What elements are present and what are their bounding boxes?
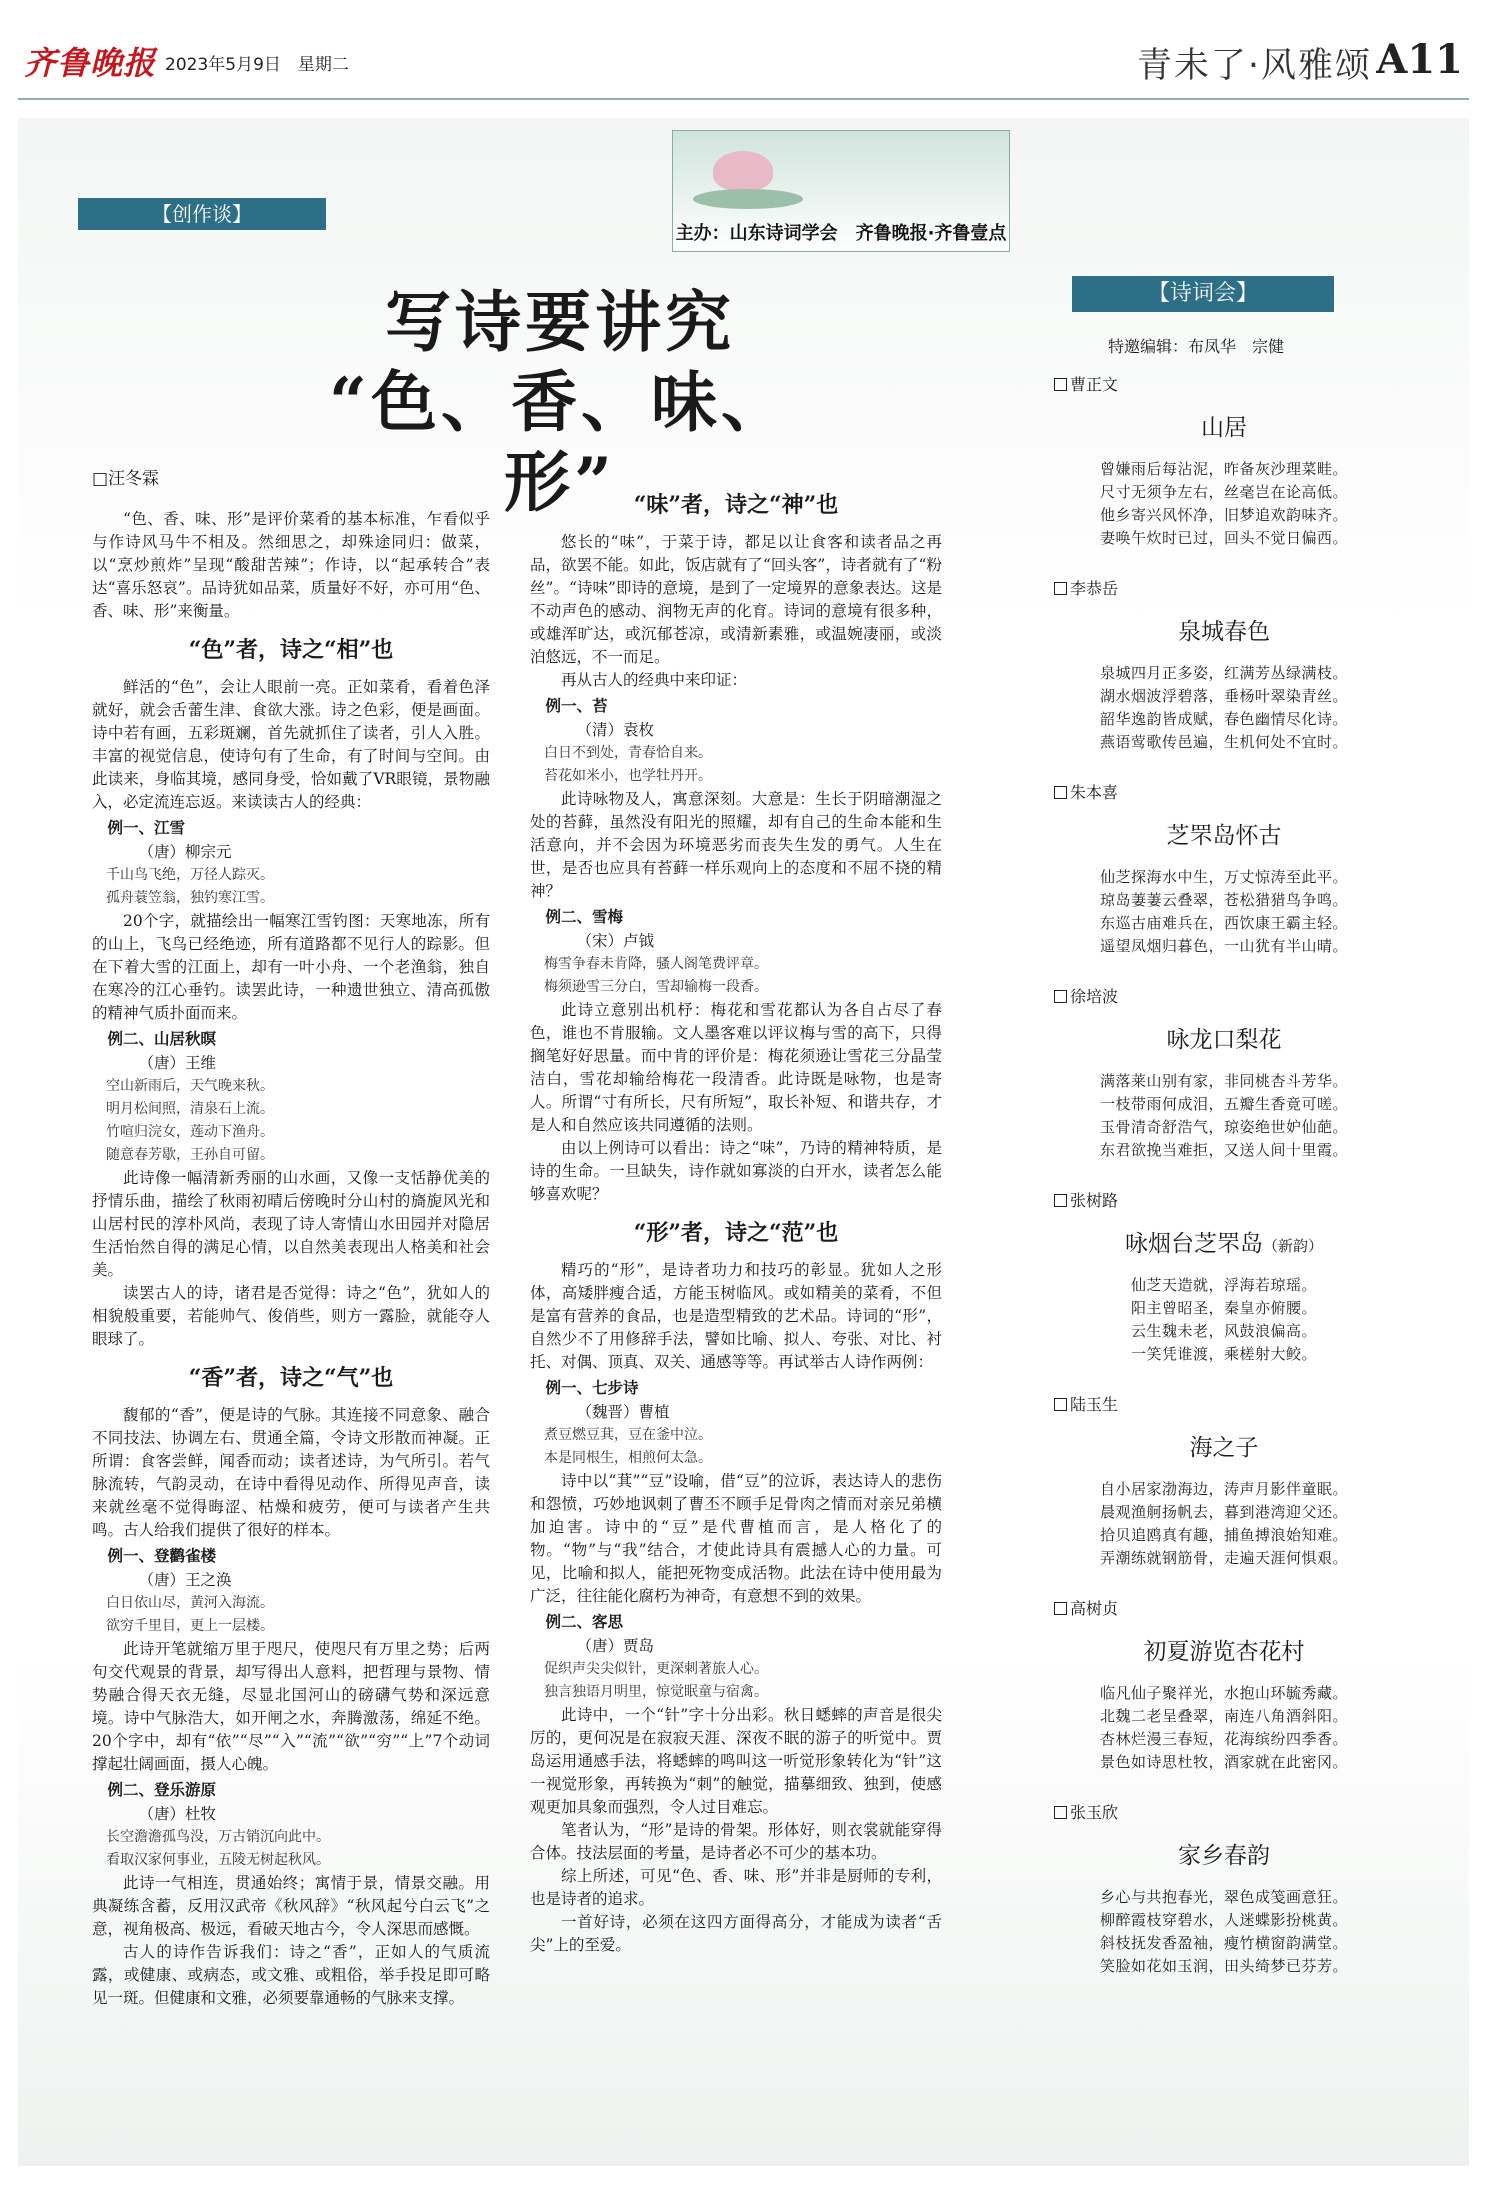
verse-line: 长空澹澹孤鸟没，万古销沉向此中。	[106, 1829, 330, 1845]
poem-author	[1054, 1188, 1394, 1211]
paragraph: 诗中以“萁”“豆”设喻，借“豆”的泣诉，表达诗人的悲伤和怨愤，巧妙地讽刺了曹丕不顾手足骨肉之情而对亲兄弟横加迫害。诗中的“豆”是代曹植而言，是人格化了的物。“物”与“我”结合，才使此诗具有震撼人心的力量。可见，比喻和拟人，能把死物变成活物。此法在诗中使用最为广泛，往往能化腐朽为神奇，有意想不到的效果。	[530, 1472, 942, 1605]
poem	[1054, 1800, 1394, 1978]
example-title: 例二、客思	[545, 1612, 624, 1631]
paragraph: 综上所述，可见“色、香、味、形”并非是厨师的专利，也是诗者的追求。	[530, 1867, 942, 1908]
headline-line2: “色、香、味、形”	[329, 363, 791, 521]
verse-line: 明月松间照，清泉石上流。	[106, 1101, 274, 1117]
square-bullet-icon	[1054, 582, 1067, 595]
poem-line: 笑脸如花如玉润，田头绮梦已芬芳。	[1099, 1957, 1348, 1975]
verse-line: 梅须逊雪三分白，雪却输梅一段香。	[544, 979, 768, 995]
article-column-1	[92, 508, 490, 2010]
poem-author-name: 徐培波	[1070, 987, 1119, 1006]
poem-line: 杏林烂漫三春短，花海缤纷四季香。	[1099, 1730, 1348, 1748]
poem-line: 湖水烟波浮碧落，垂杨叶翠染青丝。	[1099, 687, 1348, 705]
poem-title	[1054, 1225, 1394, 1258]
banner-host: 主办：山东诗词学会 齐鲁晚报·齐鲁壹点	[675, 223, 1007, 244]
poem-title-note: （新韵）	[1262, 1237, 1323, 1255]
poem-author	[1054, 1392, 1394, 1415]
poem-line: 韶华逸韵皆成赋，春色幽情尽化诗。	[1099, 710, 1348, 728]
example-title: 例二、雪梅	[545, 907, 624, 926]
poem-title: 山居	[1201, 415, 1247, 441]
poem-title: 咏龙口梨花	[1166, 1027, 1282, 1053]
poem-line: 阳主曾昭圣，秦皇亦俯腰。	[1130, 1299, 1317, 1317]
paragraph: 此诗开笔就缩万里于咫尺，使咫尺有万里之势；后两句交代观景的背景，却写得出人意料，把哲理与景物、情势融合得天衣无缝，尽显北国河山的磅礴气势和深远意境。诗中气脉浩大，如开闸之水，奔腾激荡，绵延不绝。20个字中，却有“依”“尽”“入”“流”“欲”“穷”“上”7个动词撑起壮阔画面，摄人心魄。	[92, 1640, 490, 1773]
example-poet: （宋）卢钺	[576, 932, 655, 950]
poem-line: 自小居家渤海边，涛声月影伴童眠。	[1099, 1480, 1348, 1498]
poem-author-name: 朱本喜	[1070, 783, 1119, 802]
paragraph: 悠长的“味”，于菜于诗，都足以让食客和读者品之再品，欲罢不能。如此，饭店就有了“回头客”，诗者就有了“粉丝”。“诗味”即诗的意境，是到了一定境界的意象表达。这是不动声色的感动、润物无声的化育。诗词的意境有很多种，或雄浑旷达，或沉郁苍凉，或清新素雅，或温婉凄丽，或淡泊悠远，不一而足。	[530, 533, 942, 666]
verse-line: 白日不到处，青春恰自来。	[544, 745, 712, 761]
poem-title: 泉城春色	[1178, 619, 1270, 645]
poem-line: 尺寸无须争左右，丝毫岂在论高低。	[1099, 483, 1348, 501]
page-number: A11	[1376, 36, 1463, 83]
lotus-illustration	[713, 151, 773, 191]
poem-line: 晨观渔舸扬帆去，暮到港湾迎父还。	[1099, 1503, 1348, 1521]
column-tag-right: 【诗词会】	[1072, 276, 1334, 312]
square-bullet-icon	[1054, 1194, 1067, 1207]
article-author: □汪冬霖	[92, 469, 160, 489]
example-poet: （唐）王维	[138, 1054, 217, 1072]
poem-line: 遥望凤烟归暮色，一山犹有半山晴。	[1099, 937, 1348, 955]
example-title: 例二、山居秋暝	[107, 1029, 217, 1048]
poem-line: 云生魏未老，风鼓浪偏高。	[1130, 1322, 1317, 1340]
verse-line: 本是同根生，相煎何太急。	[544, 1450, 712, 1466]
poem-author-name: 陆玉生	[1070, 1395, 1119, 1414]
verse-line: 促织声尖尖似针，更深刺著旅人心。	[544, 1661, 768, 1677]
section-heading: “色”者，诗之“相”也	[188, 637, 394, 663]
poem-title: 家乡春韵	[1178, 1843, 1270, 1869]
poem-line: 拾贝追鸥真有趣，捕鱼搏浪始知难。	[1099, 1526, 1348, 1544]
poem-line: 曾嫌雨后每沾泥，昨备灰沙理菜畦。	[1099, 460, 1348, 478]
poem-line: 琼岛萋萋云叠翠，苍松猎猎鸟争鸣。	[1099, 891, 1348, 909]
paragraph: 古人的诗作告诉我们：诗之“香”，正如人的气质流露，或健康、或病态，或文雅、或粗俗，举手投足即可略见一斑。但健康和文雅，必须要靠通畅的气脉来支撑。	[92, 1943, 490, 2007]
poem	[1054, 576, 1394, 754]
verse-line: 梅雪争春未肯降，骚人阁笔费评章。	[544, 956, 768, 972]
poem-line: 泉城四月正多姿，红满芳丛绿满枝。	[1099, 664, 1348, 682]
newspaper-logo: 齐鲁晚报	[24, 44, 157, 82]
section-title: 青未了·风雅颂	[1136, 46, 1372, 86]
square-bullet-icon	[1054, 1806, 1067, 1819]
poem-line: 东巡古庙难兵在，西饮康王霸主轻。	[1099, 914, 1348, 932]
poem-list	[1054, 372, 1394, 2004]
lotus-leaf-illustration	[693, 189, 803, 209]
poem	[1054, 984, 1394, 1162]
poem-line: 临凡仙子聚祥光，水抱山环毓秀藏。	[1099, 1684, 1348, 1702]
masthead-rule	[18, 98, 1469, 100]
column-tag-left: 【创作谈】	[78, 198, 326, 230]
poem	[1054, 372, 1394, 550]
poem-line: 玉骨清奇舒浩气，琼姿绝世妒仙葩。	[1099, 1118, 1348, 1136]
poem-author	[1054, 576, 1394, 599]
example-title: 例一、七步诗	[545, 1378, 639, 1397]
verse-line: 空山新雨后，天气晚来秋。	[106, 1078, 274, 1094]
poem-author	[1054, 1596, 1394, 1619]
poem	[1054, 1596, 1394, 1774]
issue-date: 2023年5月9日 星期二	[165, 55, 349, 75]
square-bullet-icon	[1054, 1398, 1067, 1411]
masthead	[0, 0, 1487, 100]
poem-line: 仙芝天造就，浮海若琼瑶。	[1130, 1276, 1317, 1294]
poem-line: 弄潮练就钢筋骨，走遍天涯何惧艰。	[1099, 1549, 1348, 1567]
poem-line: 斜枝抚发香盈袖，瘦竹横窗韵满堂。	[1099, 1934, 1348, 1952]
intro-paragraph: “色、香、味、形”是评价菜肴的基本标准，乍看似乎与作诗风马牛不相及。然细思之，却殊途同归：做菜，以“烹炒煎炸”呈现“酸甜苦辣”；作诗，以“起承转合”表达“喜乐怒哀”。品诗犹如品菜，质量好不好，亦可用“色、香、味、形”来衡量。	[92, 510, 490, 620]
example-title: 例一、江雪	[107, 818, 186, 837]
paragraph: 馥郁的“香”，便是诗的气脉。其连接不同意象、融合不同技法、协调左右、贯通全篇，令诗文形散而神凝。正所谓：食客尝鲜，闻香而动；读者述诗，为气所引。若气脉流转，气韵灵动，在诗中看得见动作、所得见声音，读来就丝毫不觉得晦涩、枯燥和疲劳，便可与读者产生共鸣。古人给我们提供了很好的样本。	[92, 1406, 490, 1539]
square-bullet-icon	[1054, 378, 1067, 391]
poem-line: 满落莱山别有家，非同桃杏斗芳华。	[1099, 1072, 1348, 1090]
verse-line: 看取汉家何事业，五陵无树起秋风。	[106, 1852, 330, 1868]
poem-line: 他乡寄兴风怀净，旧梦追欢韵味齐。	[1099, 506, 1348, 524]
poem-author-name: 李恭岳	[1070, 579, 1119, 598]
example-title: 例二、登乐游原	[107, 1780, 217, 1799]
poem-line: 东君欲挽当难拒，又送人间十里霞。	[1099, 1141, 1348, 1159]
paragraph: 再从古人的经典中来印证：	[561, 671, 748, 689]
poem-line: 仙芝探海水中生，万丈惊涛至此平。	[1099, 868, 1348, 886]
paragraph: 此诗中，一个“针”字十分出彩。秋日蟋蟀的声音是很尖厉的，更何况是在寂寂天涯、深夜不眠的游子的听觉中。贾岛运用通感手法，将蟋蟀的鸣叫这一听觉形象转化为“针”这一视觉形象，再转换为“刺”的触觉，描摹细致、独到，使感观更加具象而强烈，令人过目难忘。	[530, 1706, 942, 1816]
verse-line: 独言独语月明里，惊觉眠童与宿禽。	[544, 1684, 768, 1700]
verse-line: 欲穷千里目，更上一层楼。	[106, 1618, 274, 1634]
poem-line: 妻唤午炊时已过，回头不觉日偏西。	[1099, 529, 1348, 547]
square-bullet-icon	[1054, 1602, 1067, 1615]
poem-line: 北魏二老呈叠翠，南连八角酒斜阳。	[1099, 1707, 1348, 1725]
square-bullet-icon	[1054, 786, 1067, 799]
paragraph: 读罢古人的诗，诸君是否觉得：诗之“色”，犹如人的相貌般重要，若能帅气、俊俏些，则方一露脸，就能夺人眼球了。	[92, 1284, 490, 1348]
example-poet: （唐）贾岛	[576, 1637, 655, 1655]
poem-author	[1054, 1800, 1394, 1823]
poem-author-name: 张玉欣	[1070, 1803, 1119, 1822]
guest-editor: 特邀编辑：布凤华 宗健	[1108, 337, 1285, 356]
paragraph: 此诗立意别出机杼：梅花和雪花都认为各自占尽了春色，谁也不肯服输。文人墨客难以评议梅与雪的高下，只得搁笔好好思量。而中肯的评价是：梅花须逊让雪花三分晶莹洁白，雪花却输给梅花一段清香。此诗既是咏物，也是寄人。所谓“寸有所长，尺有所短”，取长补短、和谐共存，才是人和自然应该共同遵循的法则。	[530, 1001, 942, 1134]
poem-title: 初夏游览杏花村	[1143, 1639, 1305, 1665]
example-poet: （唐）柳宗元	[138, 843, 232, 861]
example-title: 例一、登鹳雀楼	[107, 1546, 217, 1565]
example-poet: （唐）杜牧	[138, 1805, 217, 1823]
paragraph: 20个字，就描绘出一幅寒江雪钓图：天寒地冻，所有的山上，飞鸟已经绝迹，所有道路都不见行人的踪影。但在下着大雪的江面上，却有一叶小舟、一个老渔翁，独自在寒冷的江心垂钓。读罢此诗，一种遗世独立、清高孤傲的精神气质扑面而来。	[92, 912, 490, 1022]
verse-line: 随意春芳歇，王孙自可留。	[106, 1147, 274, 1163]
column-banner	[672, 130, 1010, 252]
poem-line: 一笑凭谁渡，乘槎射大鲛。	[1130, 1345, 1317, 1363]
paragraph: 鲜活的“色”，会让人眼前一亮。正如菜肴，看着色泽就好，就会舌蕾生津、食欲大涨。诗之色彩，便是画面。诗中若有画，五彩斑斓，首先就抓住了读者，引人入胜。丰富的视觉信息，使诗句有了生命，有了时间与空间。由此读来，身临其境，感同身受，恰如戴了VR眼镜，景物融入，必定流连忘返。来读读古人的经典：	[92, 678, 490, 811]
headline-line1: 写诗要讲究	[385, 283, 735, 361]
paragraph: 此诗像一幅清新秀丽的山水画，又像一支恬静优美的抒情乐曲，描绘了秋雨初晴后傍晚时分山村的旖旎风光和山居村民的淳朴风尚，表现了诗人寄情山水田园并对隐居生活怡然自得的满足心情，以自然美表现出人格美和社会美。	[92, 1169, 490, 1279]
poem-title: 海之子	[1189, 1435, 1259, 1461]
poem-title-text: 咏烟台芝罘岛	[1124, 1231, 1263, 1257]
poem-line: 乡心与共抱春光，翠色成笺画意狂。	[1099, 1888, 1348, 1906]
paragraph: 笔者认为，“形”是诗的骨架。形体好，则衣裳就能穿得合体。技法层面的考量，是诗者必不可少的基本功。	[530, 1821, 942, 1862]
poem-author	[1054, 984, 1394, 1007]
paragraph: 此诗一气相连，贯通始终；寓情于景，情景交融。用典凝练含蓄，反用汉武帝《秋风辞》“秋风起兮白云飞”之意，视角极高、极远，看破天地古今，令人深思而感慨。	[92, 1874, 490, 1938]
paragraph: 由以上例诗可以看出：诗之“味”，乃诗的精神特质，是诗的生命。一旦缺失，诗作就如寡淡的白开水，读者怎么能够喜欢呢？	[530, 1139, 942, 1203]
poem	[1054, 1392, 1394, 1570]
poem-title: 芝罘岛怀古	[1166, 823, 1282, 849]
verse-line: 千山鸟飞绝，万径人踪灭。	[106, 867, 274, 883]
paragraph: 一首好诗，必须在这四方面得高分，才能成为读者“舌尖”上的至爱。	[530, 1913, 942, 1954]
article-column-2	[530, 478, 942, 1957]
poem-author-name: 曹正文	[1070, 375, 1119, 394]
section-heading: “味”者，诗之“神”也	[633, 492, 839, 518]
poem-line: 一枝带雨何成泪，五瓣生香竟可嗟。	[1099, 1095, 1348, 1113]
poem-line: 燕语莺歌传邑遍，生机何处不宜时。	[1099, 733, 1348, 751]
verse-line: 白日依山尽，黄河入海流。	[106, 1595, 274, 1611]
example-poet: （唐）王之涣	[138, 1571, 232, 1589]
section-heading: “形”者，诗之“范”也	[633, 1220, 839, 1246]
verse-line: 苔花如米小，也学牡丹开。	[544, 768, 712, 784]
paragraph: 精巧的“形”，是诗者功力和技巧的彰显。犹如人之形体，高矮胖瘦合适，方能玉树临风。或如精美的菜肴，不但是富有营养的食品，也是造型精致的艺术品。诗词的“形”，自然少不了用修辞手法，譬如比喻、拟人、夸张、对比、衬托、对偶、顶真、双关、通感等等。再试举古人诗作两例：	[530, 1261, 942, 1371]
square-bullet-icon	[1054, 990, 1067, 1003]
verse-line: 煮豆燃豆萁，豆在釜中泣。	[544, 1427, 712, 1443]
example-poet: （清）袁枚	[576, 721, 655, 739]
example-poet: （魏晋）曹植	[576, 1403, 670, 1421]
section-heading: “香”者，诗之“气”也	[188, 1365, 394, 1391]
poem-line: 景色如诗思杜牧，酒家就在此密冈。	[1099, 1753, 1348, 1771]
verse-line: 竹喧归浣女，莲动下渔舟。	[106, 1124, 274, 1140]
poem-author-name: 张树路	[1070, 1191, 1119, 1210]
poem-author-name: 高树贞	[1070, 1599, 1119, 1618]
poem	[1054, 1188, 1394, 1366]
poem	[1054, 780, 1394, 958]
verse-line: 孤舟蓑笠翁，独钓寒江雪。	[106, 890, 274, 906]
example-title: 例一、苔	[545, 696, 608, 715]
paragraph: 此诗咏物及人，寓意深刻。大意是：生长于阴暗潮湿之处的苔藓，虽然没有阳光的照耀，却有自己的生命本能和生活意向，并不会因为环境恶劣而丧失生发的勇气。人生在世，是否也应具有苔藓一样乐观向上的态度和不屈不挠的精神？	[530, 790, 942, 900]
poem-author	[1054, 780, 1394, 803]
poem-line: 柳醉霞枝穿碧水，人迷蝶影扮桃黄。	[1099, 1911, 1348, 1929]
poem-author	[1054, 372, 1394, 395]
